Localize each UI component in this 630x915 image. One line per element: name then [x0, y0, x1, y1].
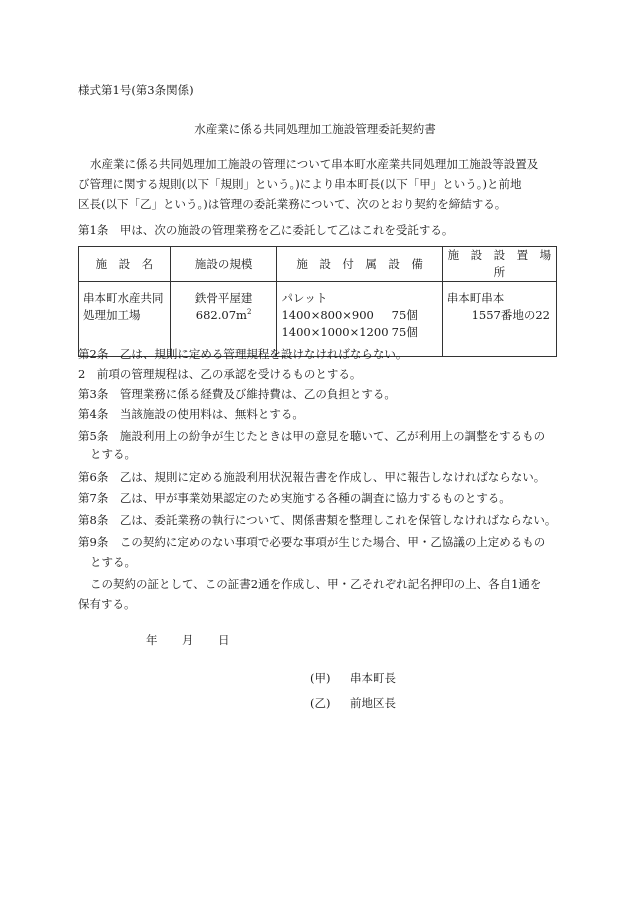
- equipment-row: [281, 324, 437, 341]
- scale-area-value: 682.07m: [195, 308, 247, 322]
- article-5-continuation: とする。: [90, 447, 136, 461]
- signatory-label: (乙): [310, 696, 331, 710]
- name-line: 処理加工場: [83, 308, 141, 322]
- equipment-row: [281, 307, 437, 324]
- equipment-size: 1400×800×900: [281, 308, 374, 322]
- table-header-row: [79, 247, 557, 282]
- intro-line: び管理に関する規則(以下「規則」という。)により串本町長(以下「甲」という。)と前地: [78, 177, 522, 191]
- signatory-otsu: [310, 695, 396, 712]
- scale-area: [175, 307, 273, 324]
- closing-line: 保有する。: [78, 597, 136, 611]
- location-line: 1557番地の22: [471, 308, 550, 322]
- date-day: 日: [218, 633, 230, 647]
- cell-location: [442, 282, 556, 357]
- signatory-kou: [310, 670, 396, 687]
- name-line: 串本町水産共同: [83, 291, 164, 305]
- signatory-label: (甲): [310, 671, 331, 685]
- facility-table: [78, 246, 563, 357]
- document-title: 水産業に係る共同処理加工施設管理委託契約書: [194, 122, 436, 136]
- header-equipment: 施 設 付 属 設 備: [277, 247, 442, 282]
- article-7: 第7条 乙は、甲が事業効果認定のため実施する各種の調査に協力するものとする。: [78, 491, 511, 505]
- header-facility-name: 施 設 名: [79, 247, 171, 282]
- article-9-continuation: とする。: [90, 555, 136, 569]
- article-8: 第8条 乙は、委託業務の執行について、関係書類を整理しこれを保管しなければならない。: [78, 513, 557, 527]
- article-1: 第1条 甲は、次の施設の管理業務を乙に委託して乙はこれを受託する。: [78, 223, 454, 237]
- closing-line: この契約の証として、この証書2通を作成し、甲・乙それぞれ記名押印の上、各自1通を: [90, 577, 542, 591]
- article-4: 第4条 当該施設の使用料は、無料とする。: [78, 407, 304, 421]
- equipment-title: パレット: [281, 291, 328, 305]
- article-2-paragraph-2: 2 前項の管理規程は、乙の承認を受けるものとする。: [78, 367, 362, 381]
- signatory-name: 前地区長: [350, 696, 396, 710]
- article-9: 第9条 この契約に定めのない事項で必要な事項が生じた場合、甲・乙協議の上定めるもの: [78, 535, 546, 549]
- equipment-qty: 75個: [391, 308, 418, 322]
- date-month: 月: [182, 633, 194, 647]
- intro-line: 区長(以下「乙」という。)は管理の委託業務について、次のとおり契約を締結する。: [78, 197, 507, 211]
- date-year: 年: [146, 633, 158, 647]
- article-3: 第3条 管理業務に係る経費及び維持費は、乙の負担とする。: [78, 387, 396, 401]
- article-5: 第5条 施設利用上の紛争が生じたときは甲の意見を聴いて、乙が利用上の調整をするもの: [78, 429, 546, 443]
- equipment-size: 1400×1000×1200: [281, 325, 389, 339]
- article-2: 第2条 乙は、規則に定める管理規程を設けなければならない。: [78, 347, 408, 361]
- equipment-qty: 75個: [391, 325, 418, 339]
- article-6: 第6条 乙は、規則に定める施設利用状況報告書を作成し、甲に報告しなければならない。: [78, 470, 546, 484]
- scale-line: 鉄骨平屋建: [194, 291, 253, 305]
- scale-area-unit-sup: 2: [246, 308, 252, 317]
- intro-line: 水産業に係る共同処理加工施設の管理について串本町水産業共同処理加工施設等設置及: [90, 157, 539, 171]
- header-location: 施 設 設 置 場 所: [442, 247, 556, 282]
- location-line: 串本町串本: [446, 291, 505, 305]
- date-line: [146, 632, 230, 649]
- signatory-name: 串本町長: [350, 671, 396, 685]
- header-facility-scale: 施設の規模: [170, 247, 277, 282]
- intro-paragraph: [78, 154, 558, 214]
- form-number: 様式第1号(第3条関係): [78, 83, 194, 97]
